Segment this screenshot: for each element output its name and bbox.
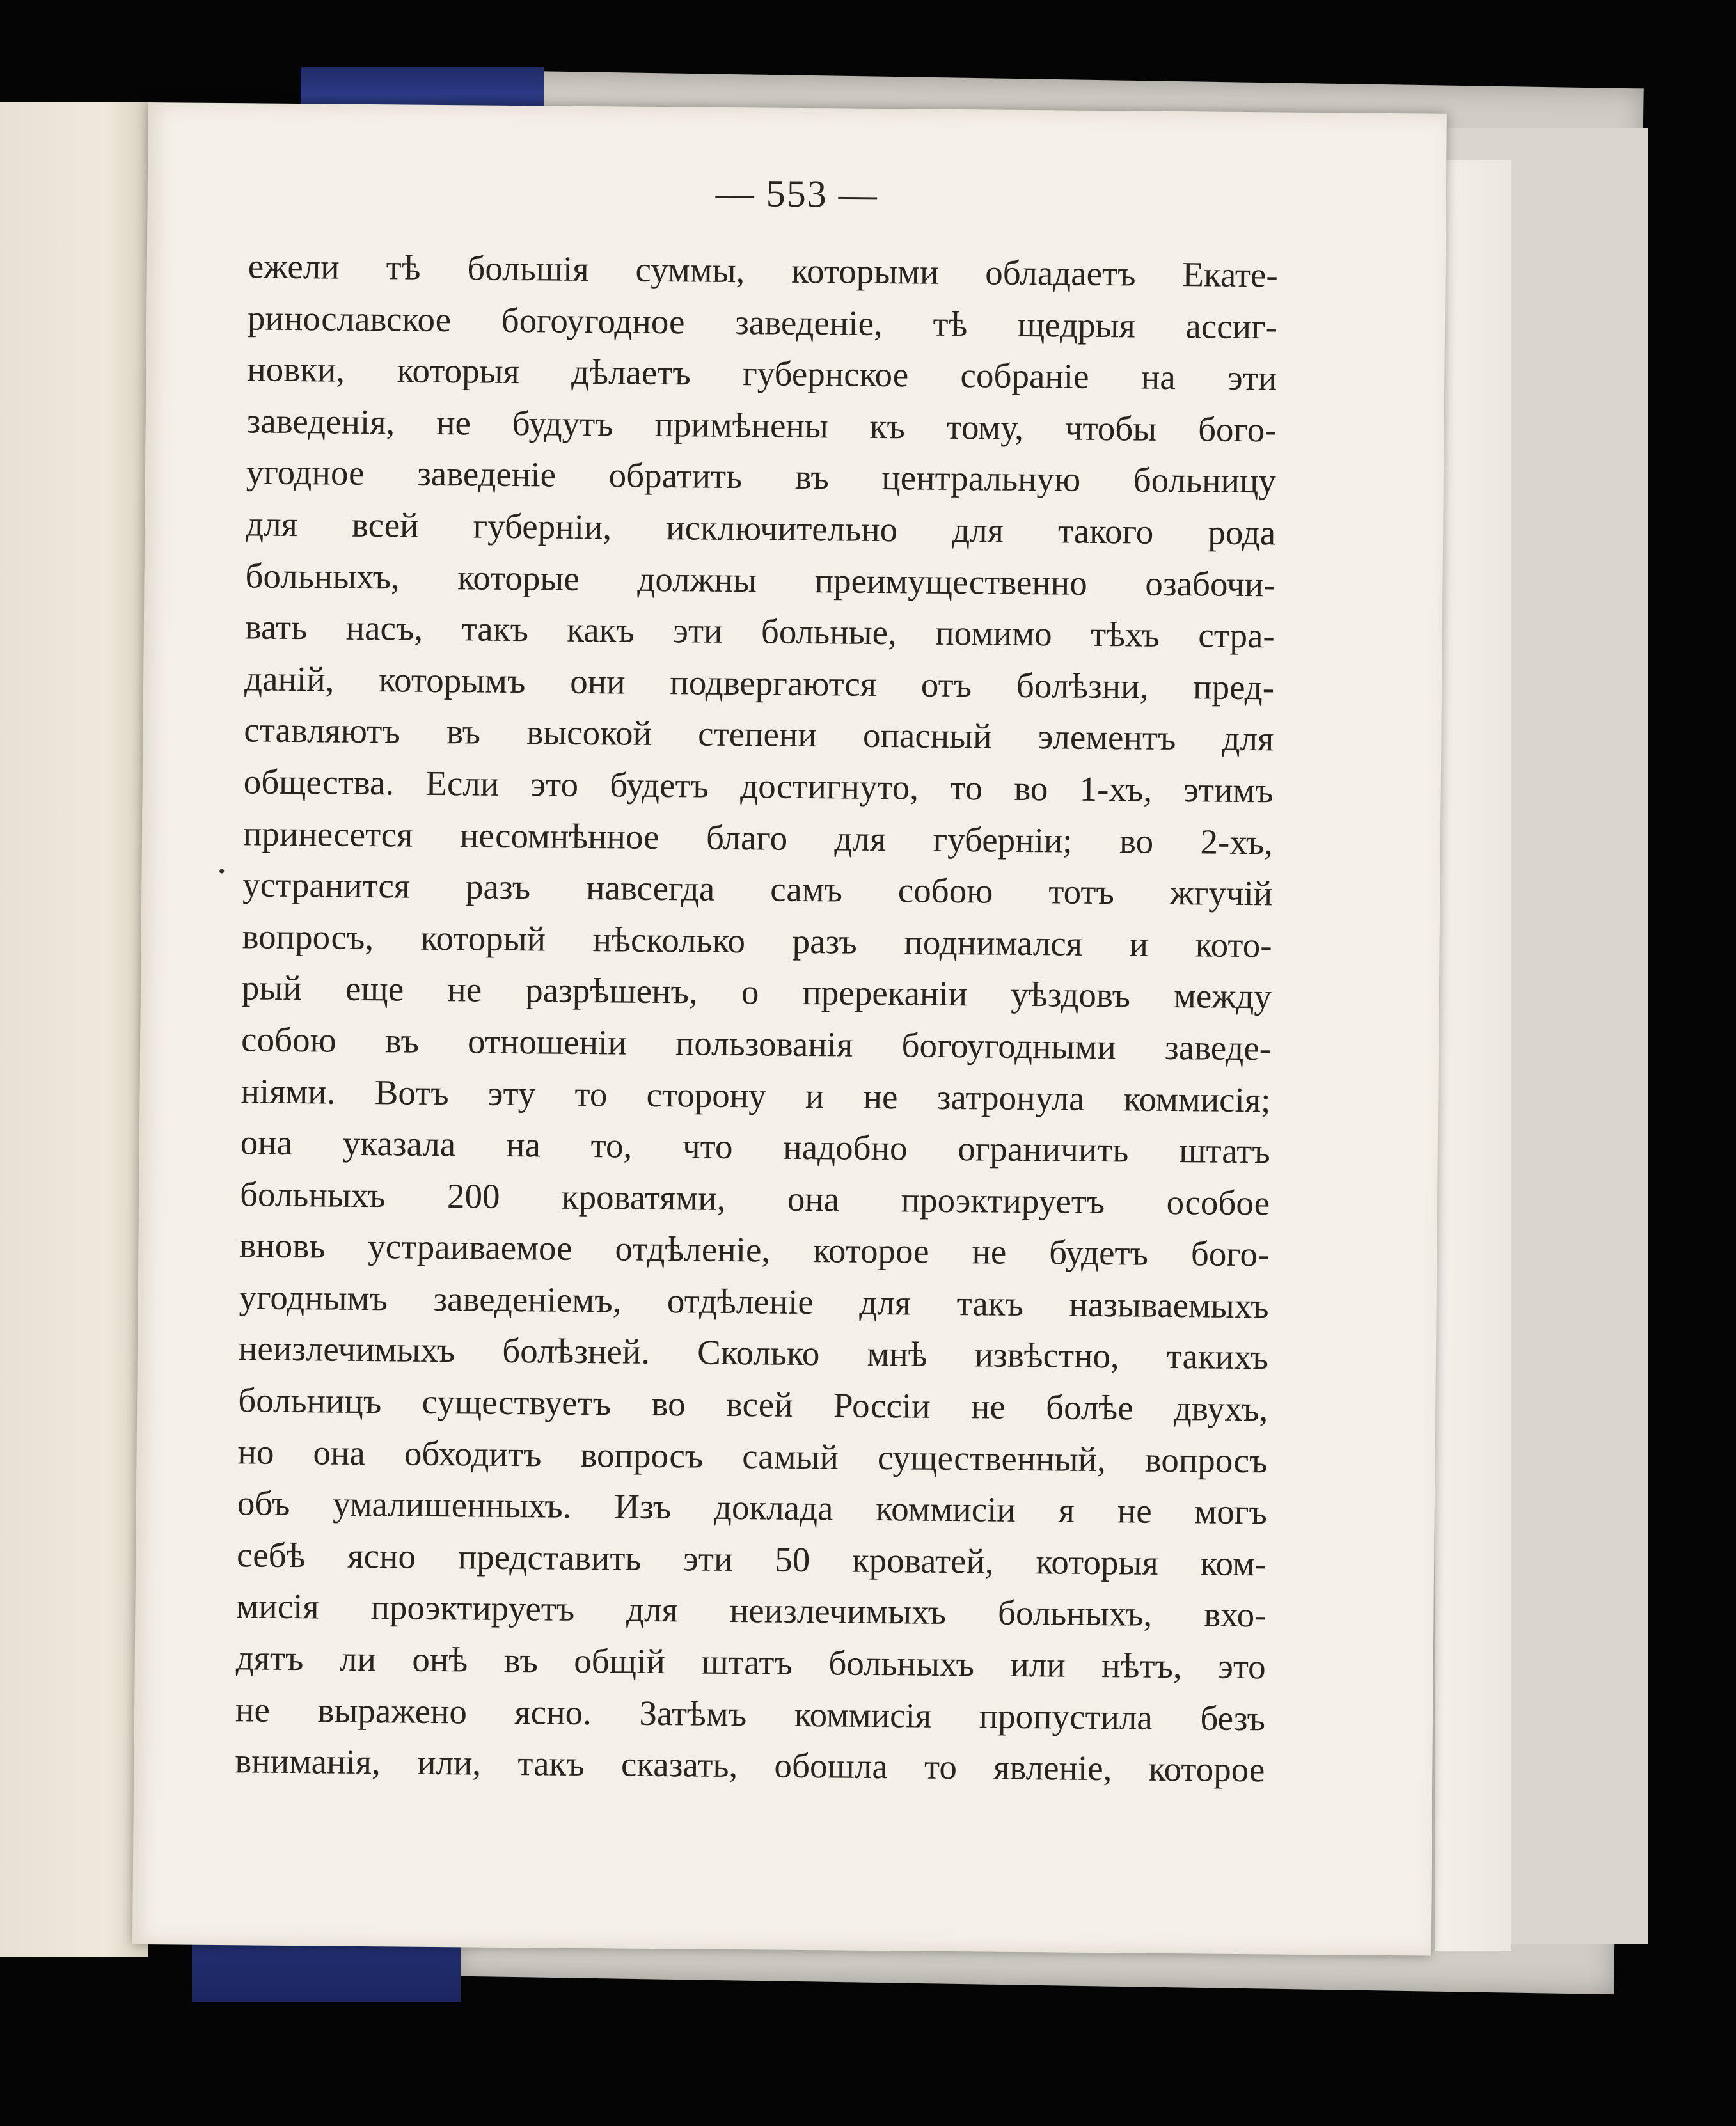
text-line: себѣ ясно представить эти 50 кроватей, которыя ком-	[236, 1535, 1267, 1584]
page-stack-edge	[1433, 160, 1511, 1951]
text-line: общества. Если это будетъ достигнуто, то во 1-хъ, этимъ	[243, 762, 1274, 810]
text-line: ніями. Вотъ эту то сторону и не затронула коммисія;	[241, 1071, 1271, 1119]
text-line: принесется несомнѣнное благо для губерніи; во 2-хъ,	[242, 813, 1274, 862]
margin-mark: •	[218, 861, 226, 883]
text-line: устранится разъ навсегда самъ собою тотъ жгучій	[242, 865, 1273, 913]
book-page	[132, 102, 1447, 1956]
text-line: она указала на то, что надобно ограничить штатъ	[240, 1122, 1271, 1171]
text-line: вновь устраиваемое отдѣленіе, которое не будетъ бого-	[239, 1225, 1270, 1274]
text-line: угодное заведеніе обратить въ центральную больницу	[246, 452, 1277, 501]
text-line: больныхъ 200 кроватями, она проэктируетъ особое	[239, 1174, 1270, 1223]
text-line: заведенія, не будутъ примѣнены къ тому, чтобы бого-	[246, 401, 1277, 450]
text-line: собою въ отношеніи пользованія богоугодными заведе-	[241, 1020, 1272, 1068]
text-line: вниманія, или, такъ сказать, обошла то явленіе, которое	[235, 1741, 1265, 1790]
text-line: даній, которымъ они подвергаются отъ болѣзни, пред-	[244, 659, 1275, 707]
text-line: но она обходитъ вопросъ самый существенный, вопросъ	[237, 1431, 1268, 1481]
text-line: ринославское богоугодное заведеніе, тѣ щедрыя ассиг-	[247, 297, 1278, 347]
text-line: угоднымъ заведеніемъ, отдѣленіе для такъ называемыхъ	[239, 1277, 1269, 1326]
left-facing-page	[0, 102, 148, 1957]
text-line: новки, которыя дѣлаетъ губернское собраніе на эти	[247, 349, 1277, 398]
text-line: ставляютъ въ высокой степени опасный элементъ для	[244, 710, 1274, 759]
text-line: неизлечимыхъ болѣзней. Сколько мнѣ извѣстно, такихъ	[238, 1328, 1269, 1377]
text-line: вопросъ, который нѣсколько разъ поднимался и кото-	[242, 917, 1272, 965]
text-line: для всей губерніи, исключительно для такого рода	[245, 504, 1276, 553]
text-line: не выражено ясно. Затѣмъ коммисія пропустила безъ	[235, 1689, 1266, 1738]
text-line: ежели тѣ большія суммы, которыми обладаетъ Екате-	[248, 246, 1278, 295]
text-line: вать насъ, такъ какъ эти больные, помимо тѣхъ стра-	[244, 607, 1275, 656]
text-line: мисія проэктируетъ для неизлечимыхъ больныхъ, вхо-	[236, 1586, 1266, 1635]
text-line: рый еще не разрѣшенъ, о пререканіи уѣздовъ между	[241, 968, 1272, 1016]
text-line: больныхъ, которые должны преимущественно озабочи-	[245, 555, 1275, 604]
page-text	[235, 240, 1278, 1796]
text-line: больницъ существуетъ во всей Россіи не болѣе двухъ,	[238, 1380, 1268, 1429]
page-number: — 553 —	[715, 171, 879, 216]
text-line: объ умалишенныхъ. Изъ доклада коммисіи я не могъ	[237, 1483, 1268, 1532]
text-line: дятъ ли онѣ въ общій штатъ больныхъ или нѣтъ, это	[235, 1638, 1266, 1687]
